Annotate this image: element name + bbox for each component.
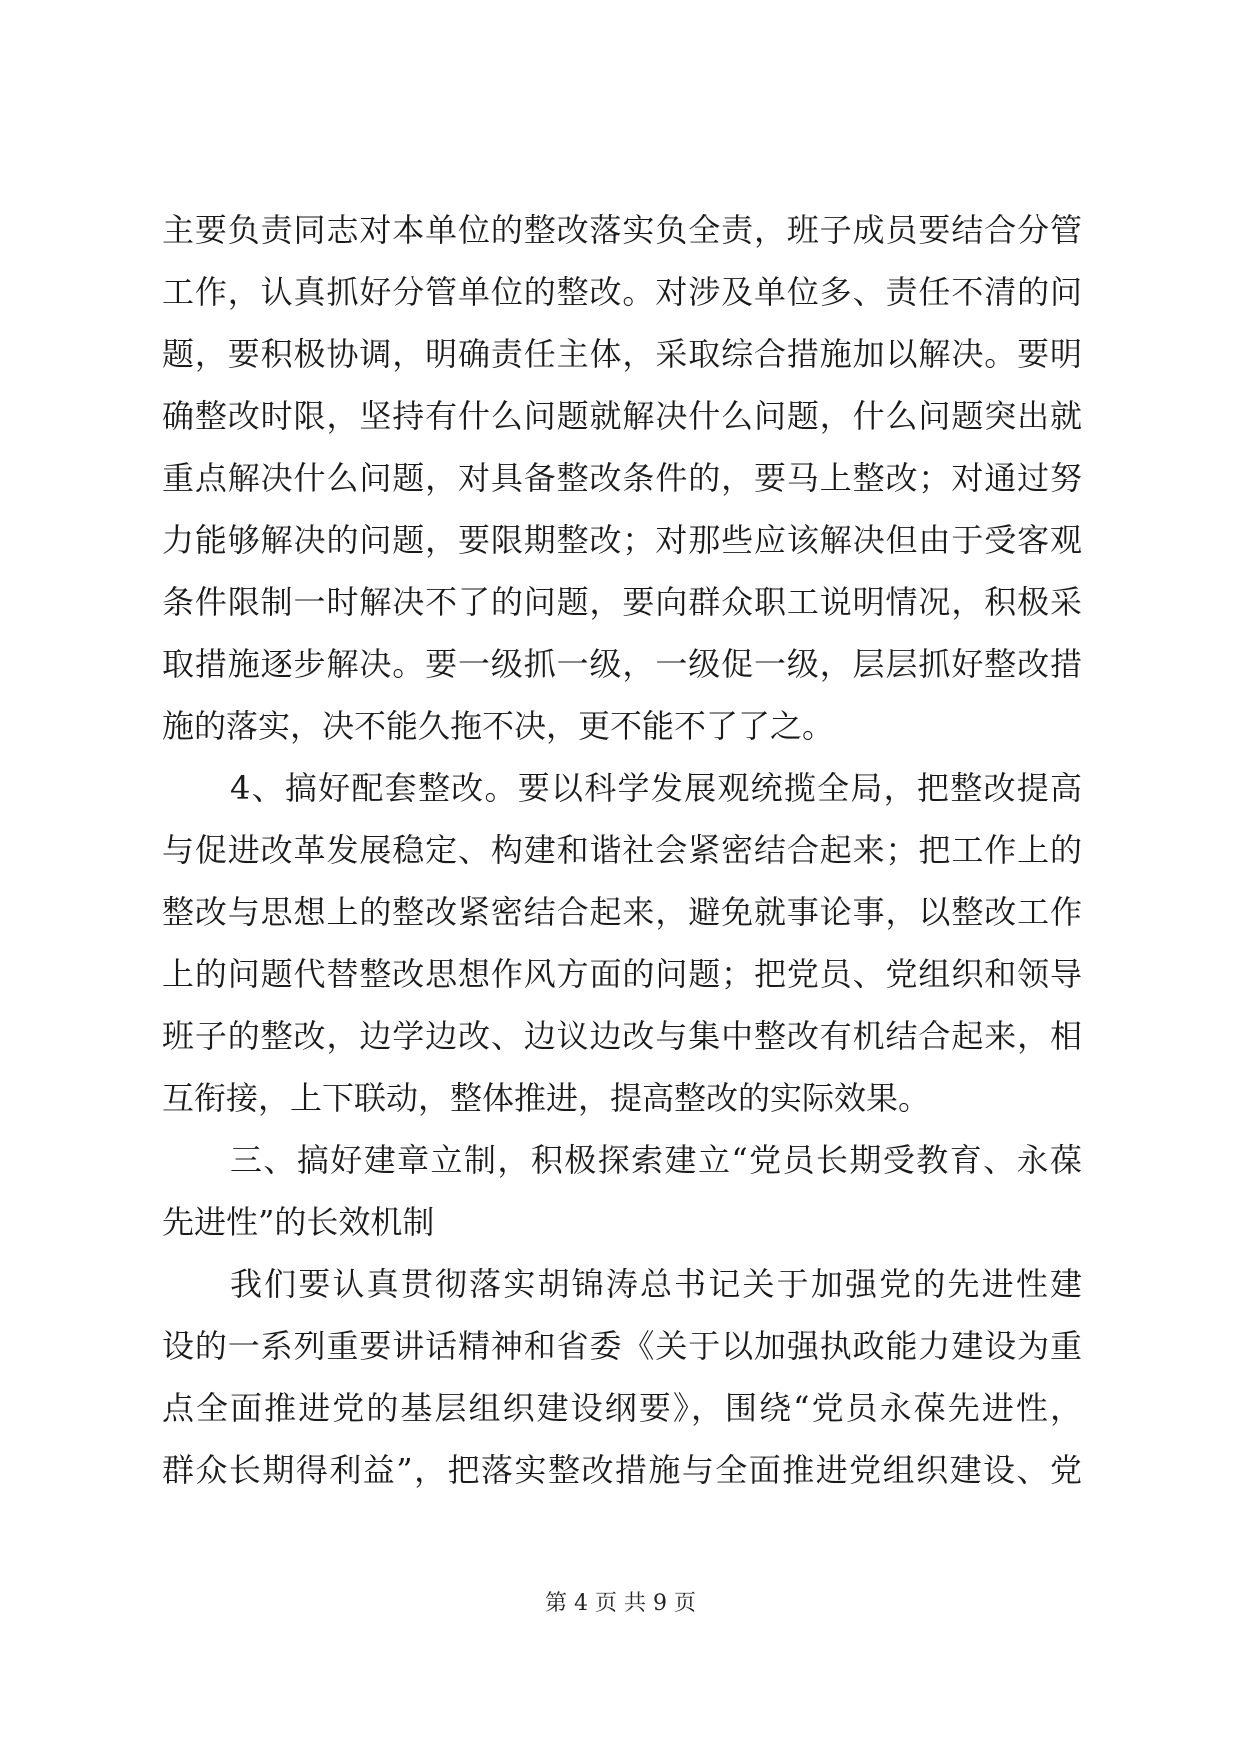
text-line: 条件限制一时解决不了的问题，要向群众职工说明情况，积极采 — [162, 583, 1082, 621]
paragraph-start-line: 4、搞好配套整改。要以科学发展观统揽全局，把整改提高 — [230, 769, 1082, 807]
section-heading-line: 三、搞好建章立制，积极探索建立“党员长期受教育、永葆 — [230, 1141, 1082, 1179]
text-line: 取措施逐步解决。要一级抓一级，一级促一级，层层抓好整改措 — [162, 645, 1082, 683]
text-line: 互衔接，上下联动，整体推进，提高整改的实际效果。 — [162, 1079, 931, 1117]
section-heading-line: 先进性”的长效机制 — [162, 1203, 435, 1241]
text-line: 整改与思想上的整改紧密结合起来，避免就事论事，以整改工作 — [162, 893, 1082, 931]
page-number-footer: 第 4 页 共 9 页 — [545, 1591, 696, 1616]
text-line: 与促进改革发展稳定、构建和谐社会紧密结合起来；把工作上的 — [162, 831, 1082, 869]
text-line: 班子的整改，边学边改、边议边改与集中整改有机结合起来，相 — [162, 1017, 1082, 1055]
text-line: 上的问题代替整改思想作风方面的问题；把党员、党组织和领导 — [162, 955, 1082, 993]
text-line: 施的落实，决不能久拖不决，更不能不了了之。 — [162, 707, 835, 745]
text-line: 工作，认真抓好分管单位的整改。对涉及单位多、责任不清的问 — [162, 273, 1082, 311]
text-line: 力能够解决的问题，要限期整改；对那些应该解决但由于受客观 — [162, 521, 1082, 559]
text-line: 设的一系列重要讲话精神和省委《关于以加强执政能力建设为重 — [162, 1327, 1082, 1365]
text-line: 题，要积极协调，明确责任主体，采取综合措施加以解决。要明 — [162, 335, 1082, 373]
paragraph-start-line: 我们要认真贯彻落实胡锦涛总书记关于加强党的先进性建 — [230, 1265, 1082, 1303]
text-line: 确整改时限，坚持有什么问题就解决什么问题，什么问题突出就 — [162, 397, 1082, 435]
text-line: 重点解决什么问题，对具备整改条件的，要马上整改；对通过努 — [162, 459, 1082, 497]
text-line: 群众长期得利益”，把落实整改措施与全面推进党组织建设、党 — [162, 1451, 1082, 1489]
text-line: 点全面推进党的基层组织建设纲要》，围绕“党员永葆先进性， — [162, 1389, 1082, 1427]
text-line: 主要负责同志对本单位的整改落实负全责，班子成员要结合分管 — [162, 211, 1082, 249]
